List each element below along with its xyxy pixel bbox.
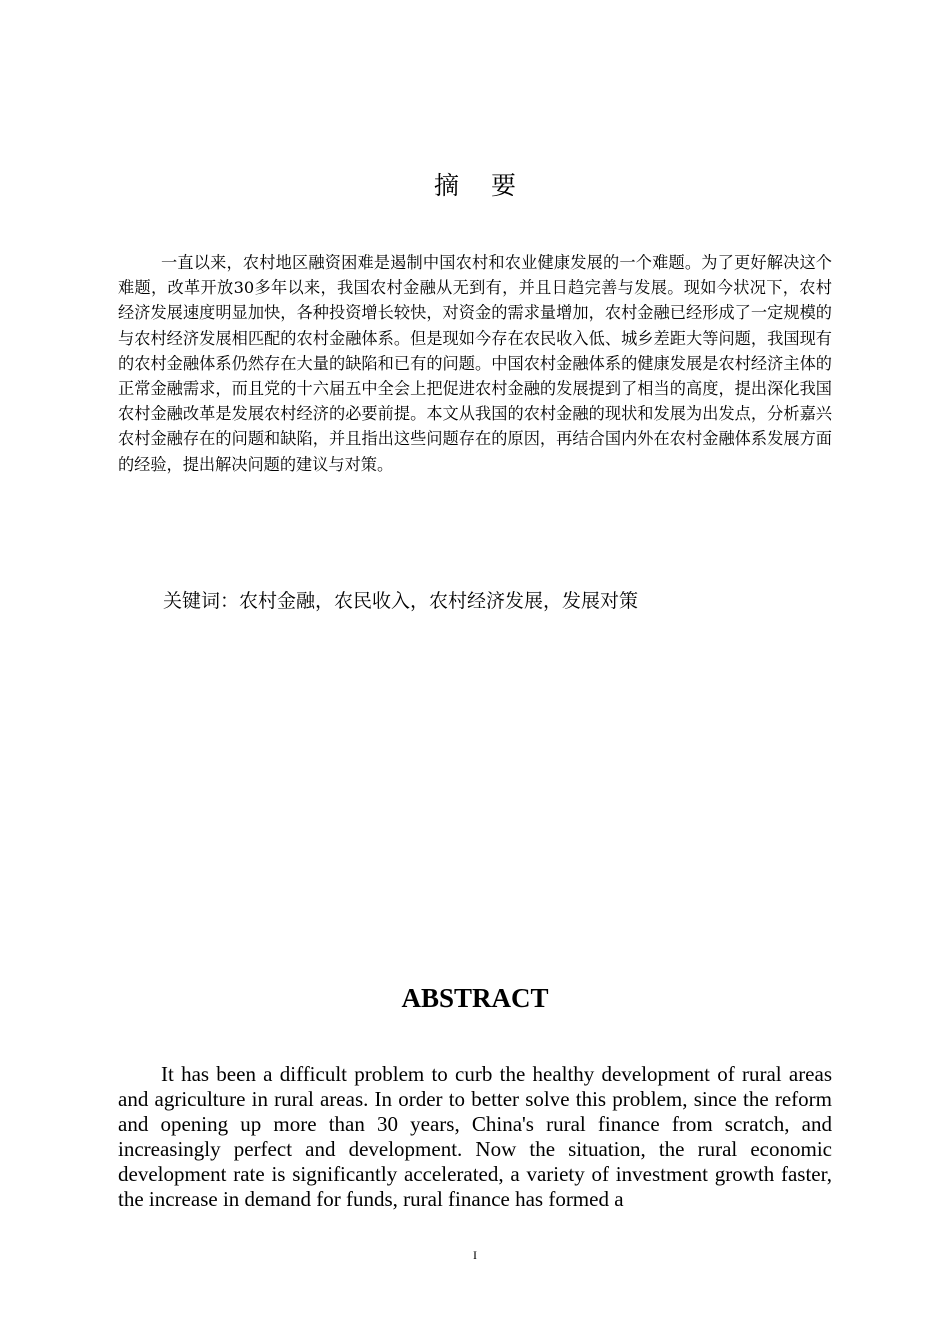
chinese-keywords: 关键词：农村金融，农民收入，农村经济发展，发展对策: [163, 590, 639, 612]
english-abstract-body: It has been a difficult problem to curb the healthy development of rural areas and agriculture in rural areas. In order to better solve this problem, since the reform and opening up more than 30 years, China's rural finance from scratch, and increasingly perfect and development. Now the situation, the rural economic development rate is significantly accelerated, a variety of investment growth faster, the increase in demand for funds, rural finance has formed a: [118, 1062, 832, 1211]
chinese-abstract-title: 摘 要: [434, 171, 528, 200]
chinese-abstract-body: 一直以来，农村地区融资困难是遏制中国农村和农业健康发展的一个难题。为了更好解决这个难题，改革开放30多年以来，我国农村金融从无到有，并且日趋完善与发展。现如今状况下，农村经济发展速度明显加快，各种投资增长较快，对资金的需求量增加，农村金融已经形成了一定规模的与农村经济发展相匹配的农村金融体系。但是现如今存在农民收入低、城乡差距大等问题，我国现有的农村金融体系仍然存在大量的缺陷和已有的问题。中国农村金融体系的健康发展是农村经济主体的正常金融需求，而且党的十六届五中全会上把促进农村金融的发展提到了相当的高度，提出深化我国农村金融改革是发展农村经济的必要前提。本文从我国的农村金融的现状和发展为出发点，分析嘉兴农村金融存在的问题和缺陷，并且指出这些问题存在的原因，再结合国内外在农村金融体系发展方面的经验，提出解决问题的建议与对策。: [118, 253, 832, 474]
english-abstract-title: ABSTRACT: [401, 983, 549, 1013]
page-number: I: [473, 1248, 477, 1262]
